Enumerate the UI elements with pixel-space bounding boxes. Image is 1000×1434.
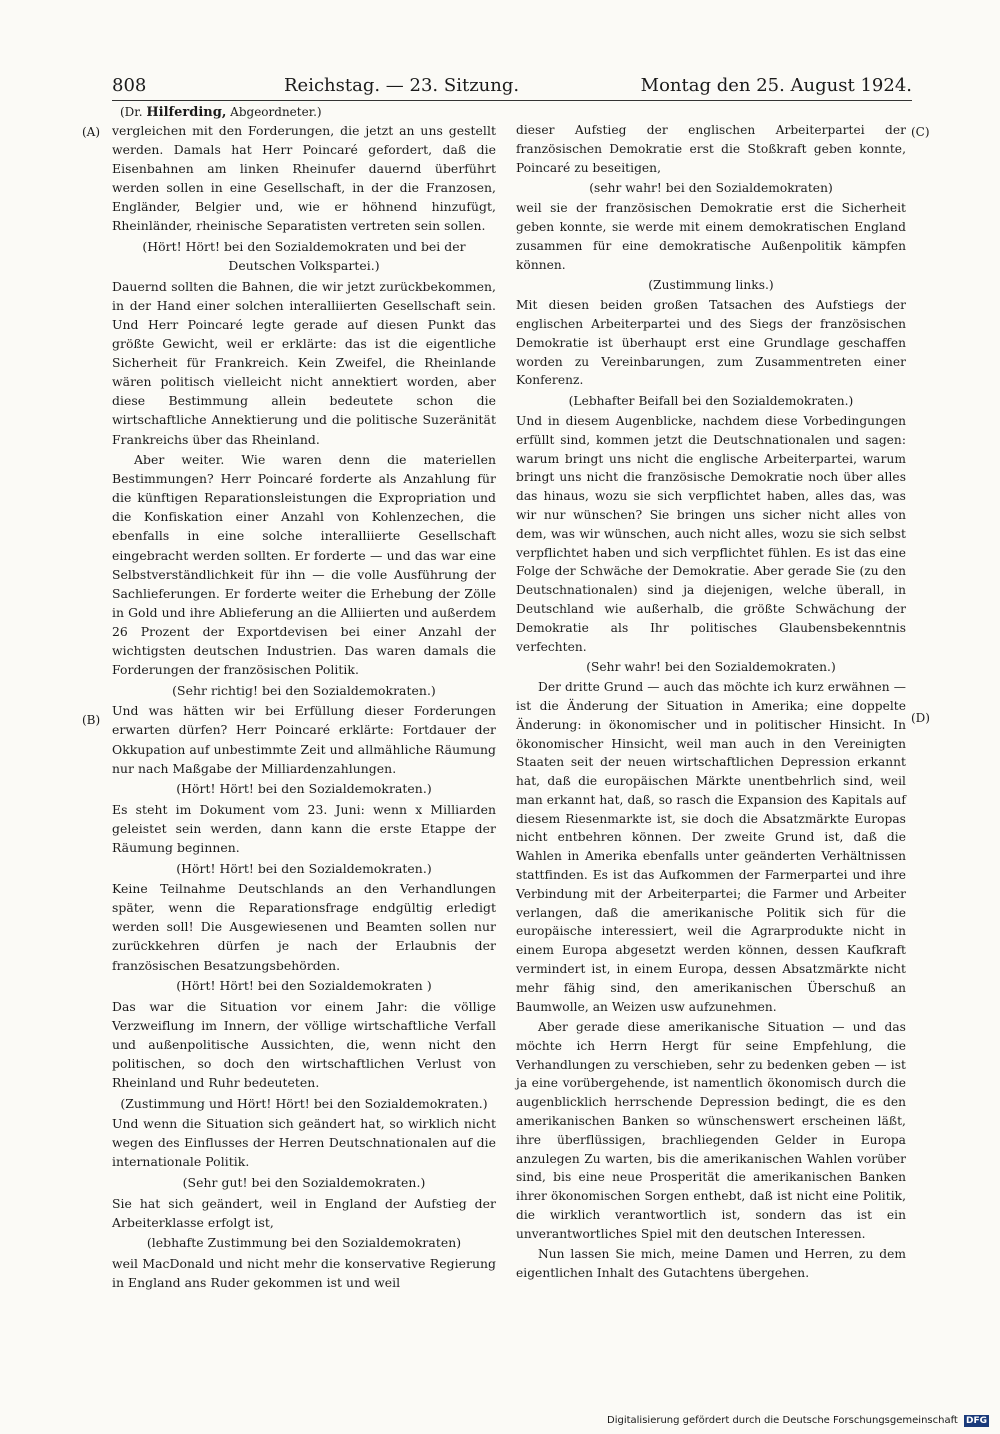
margin-letter-b: (B) [82,713,101,727]
stage-direction: (Sehr wahr! bei den Sozialdemokraten.) [586,659,836,674]
paragraph: Und wenn die Situation sich geändert hat, so wirklich nicht wegen des Einflusses der Herren Deutschnationalen auf die internationale Politik. [112,1116,496,1170]
paragraph: dieser Aufstieg der englischen Arbeiterpartei der französischen Demokratie erst die Stoßkraft geben konnte, Poincaré zu beseitigen, [516,123,906,175]
speaker-role: Abgeordneter.) [230,105,322,119]
margin-letter-c: (C) [911,125,930,139]
paragraph: Dauernd sollten die Bahnen, die wir jetzt zurückbekommen, in der Hand einer solchen interalliierten Gesellschaft sein. Und Herr Poincaré legte gerade auf diesen Punkt das größte Gewicht, weil er erklärte: das ist die eigentliche Sicherheit für Frankreich. Kein Zweifel, die Rheinlande wären politisch vielleicht nicht annektiert worden, aber diese Bestimmung allein bedeutete schon die wirtschaftliche Annektierung und die politische Suzeränität Frankreichs über das Rheinland. [112,278,496,447]
paragraph: Der dritte Grund — auch das möchte ich kurz erwähnen — ist die Änderung der Situation in Amerika; eine doppelte Änderung: in ökonomischer und in politischer Hinsicht. In ökonomischer Hinsicht, weil man auch in den Vereinigten Staaten seit der neuen wirtschaftlichen Depression erkannt hat, daß die europäischen Märkte unentbehrlich sind, weil man erkannt hat, daß, so rasch die Expansion des Kapitals auf diesem Riesenmarkte ist, sie doch die Absatzmärkte Europas nicht entbehren können. Der zweite Grund ist, daß die Wahlen in Amerika ebenfalls unter geänderten Verhältnissen stattfinden. Es ist das Aufkommen der Farmerpartei und ihre Verbindung mit der Arbeiterpartei; die Farmer und Arbeiter verlangen, daß die amerikanische Politik sich für die europäische interessiert, weil die Agrarprodukte nicht in einem Europa abgesetzt werden können, dessen Kaufkraft vermindert ist, in einem Europa, dessen Absatzmärkte nicht mehr fähig sind, den amerikanischen Überschuß an Baumwolle, an Weizen usw aufzunehmen. [516,680,906,1014]
header-rule [112,100,912,101]
paragraph: Mit diesen beiden großen Tatsachen des Aufstiegs der englischen Arbeiterpartei und des Siegs der französischen Demokratie ist überhaupt erst eine Grundlage geschaffen worden zu Vereinbarungen, zum Zusammentreten einer Konferenz. [516,298,906,388]
paragraph: vergleichen mit den Forderungen, die jetzt an uns gestellt werden. Damals hat Herr Poincaré gefordert, daß die Eisenbahnen am linken Rheinufer dauernd überführt werden sollen in eine Gesellschaft, in der die Franzosen, Engländer, Belgier und, wie er höhnend hinzufügt, Rheinländer, rheinische Separatisten vertreten sein sollen. [112,123,496,234]
paragraph: Aber weiter. Wie waren denn die materiellen Bestimmungen? Herr Poincaré forderte als Anzahlung für die künftigen Reparationsleistungen die Expropriation und die Konfiskation einer Anzahl von Kohlenzechen, die ebenfalls in eine solche interalliierte Gesellschaft eingebracht werden sollten. Er forderte — und das war eine Selbstverständlichkeit für ihn — die volle Ausführung der Sachlieferungen. Er forderte weiter die Erhebung der Zölle in Gold und ihre Ablieferung an die Alliierten und außerdem 26 Prozent der Exportdevisen bei einer Anzahl der wichtigsten deutschen Industrien. Das waren damals die Forderungen der französischen Politik. [112,452,496,678]
stage-direction: (Zustimmung und Hört! Hört! bei den Sozialdemokraten.) [120,1095,488,1111]
stage-direction: (Zustimmung links.) [648,277,774,292]
footer-credit [607,1415,989,1427]
paragraph: Das war die Situation vor einem Jahr: die völlige Verzweiflung im Innern, der völlige wirtschaftliche Verfall und außenpolitische Aussichten, die, wenn nicht den politischen, so doch den wirtschaftlichen Verlust von Rheinland und Ruhr bedeuteten. [112,998,496,1091]
paragraph: Sie hat sich geändert, weil in England der Aufstieg der Arbeiterklasse erfolgt ist, [112,1195,496,1230]
stage-direction: (Hört! Hört! bei den Sozialdemokraten und bei der Deutschen Volkspartei.) [142,239,466,274]
margin-letter-a: (A) [82,125,101,139]
stage-direction: (Sehr gut! bei den Sozialdemokraten.) [182,1175,426,1191]
running-title: Reichstag. — 23. Sitzung. [284,75,520,96]
dfg-logo: DFG [966,1416,988,1426]
speaker-line [120,104,322,121]
paragraph: Keine Teilnahme Deutschlands an den Verhandlungen später, wenn die Reparationsfrage endgültig erledigt werden soll! Die Ausgewiesenen und Beamten sollen nur zurückkehren dürfen je nach der Erlaubnis der französischen Besatzungsbehörden. [112,881,496,973]
paragraph: Es steht im Dokument vom 23. Juni: wenn x Milliarden geleistet sein werden, dann kann die erste Etappe der Räumung beginnen. [112,801,496,855]
speaker-prefix: (Dr. [120,105,143,119]
stage-direction: (Hört! Hört! bei den Sozialdemokraten ) [176,978,432,994]
paragraph: Nun lassen Sie mich, meine Damen und Herren, zu dem eigentlichen Inhalt des Gutachtens übergehen. [516,1247,906,1280]
paragraph: weil sie der französischen Demokratie erst die Sicherheit geben konnte, sie werde mit einem demokratischen England zusammen für eine demokratische Außenpolitik kämpfen können. [516,201,906,272]
footer-text: Digitalisierung gefördert durch die Deutsche Forschungsgemeinschaft [607,1415,958,1426]
session-date: Montag den 25. August 1924. [640,75,912,96]
speaker-name: Hilferding, [146,105,227,120]
stage-direction: (Hört! Hört! bei den Sozialdemokraten.) [176,781,432,797]
stage-direction: (lebhafte Zustimmung bei den Sozialdemokraten) [146,1235,462,1251]
page-header [112,73,912,99]
paragraph: weil MacDonald und nicht mehr die konservative Regierung in England ans Ruder gekommen ist und weil [112,1255,496,1291]
right-column [516,121,906,1284]
stage-direction: (Hört! Hört! bei den Sozialdemokraten.) [176,860,432,876]
stage-direction: (Lebhafter Beifall bei den Sozialdemokraten.) [568,393,854,408]
stage-direction: (Sehr richtig! bei den Sozialdemokraten.) [172,682,436,698]
paragraph: Und was hätten wir bei Erfüllung dieser Forderungen erwarten dürfen? Herr Poincaré erklärte: Fortdauer der Okkupation auf unbestimmte Zeit und allmähliche Räumung nur nach Maßgabe der Milliardenzahlungen. [112,703,496,776]
page-number: 808 [112,75,147,96]
stage-direction: (sehr wahr! bei den Sozialdemokraten) [589,180,833,195]
paragraph: Aber gerade diese amerikanische Situation — und das möchte ich Herrn Hergt für seine Empfehlung, die Verhandlungen zu verschieben, sehr zu bedenken geben — ist ja eine vorübergehende, ist namentlich ökonomisch durch die augenblicklich herrschende Depression bedingt, die es den amerikanischen Banken so wünschenswert erscheinen läßt, ihre überflüssigen, brachliegenden Gelder in Europa anzulegen Zu warten, bis die amerikanischen Wahlen vorüber sind, bis eine neue Prosperität die amerikanischen Banken ihrer ökonomischen Sorgen enthebt, daß ist nicht eine Politik, die wirklich verantwortlich ist, sondern das ist ein unverantwortliches Spiel mit den deutschen Interessen. [516,1019,906,1241]
left-column [112,121,496,1294]
paragraph: Und in diesem Augenblicke, nachdem diese Vorbedingungen erfüllt sind, kommen jetzt die Deutschnationalen und sagen: warum bringt uns nicht die englische Arbeiterpartei, warum bringt uns nicht die französische Demokratie noch über alles das hinaus, wozu sie sich verpflichtet haben, alles das, was wir nur wünschen? Sie bringen uns sicher nicht alles von dem, was wir wünschen, auch nicht alles, wozu sie sich selbst verpflichtet haben und sich verpflichtet fühlen. Es ist das eine Folge der Schwäche der Demokratie. Aber gerade Sie (zu den Deutschnationalen) sind ja diejenigen, welche überall, in Deutschland wie außerhalb, die größte Schwächung der Demokratie als Ihr politisches Glaubensbekenntnis verfechten. [516,413,906,654]
margin-letter-d: (D) [911,711,930,725]
